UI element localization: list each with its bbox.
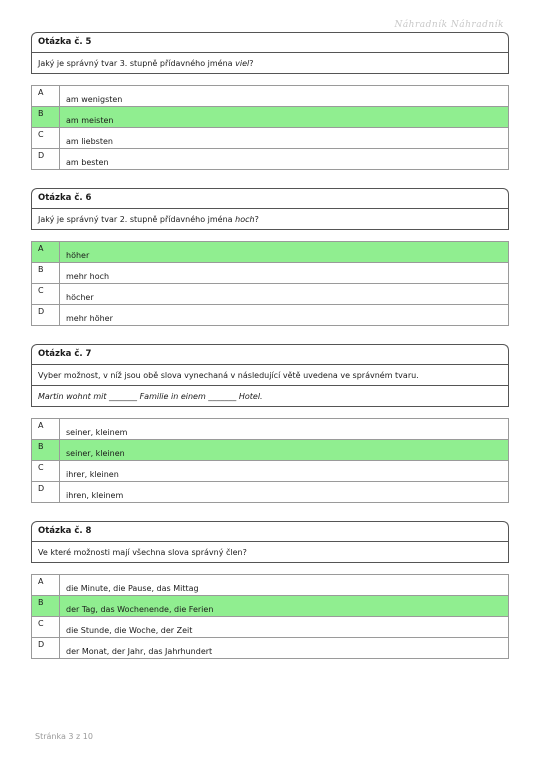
answer-options <box>31 241 509 326</box>
option-letter: C <box>32 128 60 148</box>
option-text: am liebsten <box>66 137 113 146</box>
option-d[interactable] <box>31 305 509 326</box>
option-letter: A <box>32 242 60 262</box>
option-letter: D <box>32 305 60 325</box>
option-text: ihrer, kleinen <box>66 470 119 479</box>
option-c[interactable] <box>31 284 509 305</box>
option-b[interactable] <box>31 107 509 128</box>
option-text: seiner, kleinem <box>66 428 128 437</box>
option-text: seiner, kleinen <box>66 449 125 458</box>
option-c[interactable] <box>31 617 509 638</box>
page-number: Stránka 3 z 10 <box>35 732 93 741</box>
answer-options <box>31 574 509 659</box>
option-letter: D <box>32 482 60 502</box>
question-6 <box>31 188 509 326</box>
option-text: am meisten <box>66 116 114 125</box>
question-8 <box>31 521 509 659</box>
question-title: Otázka č. 8 <box>31 521 509 541</box>
option-text: höcher <box>66 293 94 302</box>
answer-options <box>31 85 509 170</box>
option-text: der Monat, der Jahr, das Jahrhundert <box>66 647 213 656</box>
option-letter: A <box>32 575 60 595</box>
option-letter: C <box>32 617 60 637</box>
option-letter: B <box>32 107 60 127</box>
question-7 <box>31 344 509 503</box>
option-a[interactable] <box>31 242 509 263</box>
option-d[interactable] <box>31 482 509 503</box>
option-letter: D <box>32 638 60 658</box>
option-b[interactable] <box>31 596 509 617</box>
question-text: Jaký je správný tvar 2. stupně přídavného jména hoch? <box>31 208 509 230</box>
option-text: mehr höher <box>66 314 113 323</box>
question-text: Vyber možnost, v níž jsou obě slova vynechaná v následující větě uvedena ve správném tvaru. <box>31 364 509 386</box>
option-text: die Stunde, die Woche, der Zeit <box>66 626 193 635</box>
option-letter: A <box>32 86 60 106</box>
question-title: Otázka č. 5 <box>31 32 509 52</box>
option-text: höher <box>66 251 90 260</box>
option-letter: B <box>32 263 60 283</box>
watermark: Náhradník Náhradník <box>394 20 504 30</box>
option-letter: C <box>32 461 60 481</box>
option-text: die Minute, die Pause, das Mittag <box>66 584 199 593</box>
option-text: mehr hoch <box>66 272 110 281</box>
option-c[interactable] <box>31 461 509 482</box>
option-c[interactable] <box>31 128 509 149</box>
option-text: der Tag, das Wochenende, die Ferien <box>66 605 214 614</box>
option-d[interactable] <box>31 638 509 659</box>
question-sentence: Martin wohnt mit _______ Familie in einem _______ Hotel. <box>31 386 509 407</box>
option-letter: C <box>32 284 60 304</box>
option-b[interactable] <box>31 263 509 284</box>
option-text: ihren, kleinem <box>66 491 124 500</box>
option-d[interactable] <box>31 149 509 170</box>
question-5 <box>31 32 509 170</box>
option-letter: A <box>32 419 60 439</box>
answer-options <box>31 418 509 503</box>
option-a[interactable] <box>31 419 509 440</box>
option-text: am wenigsten <box>66 95 123 104</box>
question-title: Otázka č. 7 <box>31 344 509 364</box>
question-text: Jaký je správný tvar 3. stupně přídavného jména viel? <box>31 52 509 74</box>
option-b[interactable] <box>31 440 509 461</box>
option-a[interactable] <box>31 575 509 596</box>
option-text: am besten <box>66 158 109 167</box>
question-text: Ve které možnosti mají všechna slova správný člen? <box>31 541 509 563</box>
option-letter: B <box>32 596 60 616</box>
option-a[interactable] <box>31 86 509 107</box>
option-letter: D <box>32 149 60 169</box>
question-title: Otázka č. 6 <box>31 188 509 208</box>
option-letter: B <box>32 440 60 460</box>
